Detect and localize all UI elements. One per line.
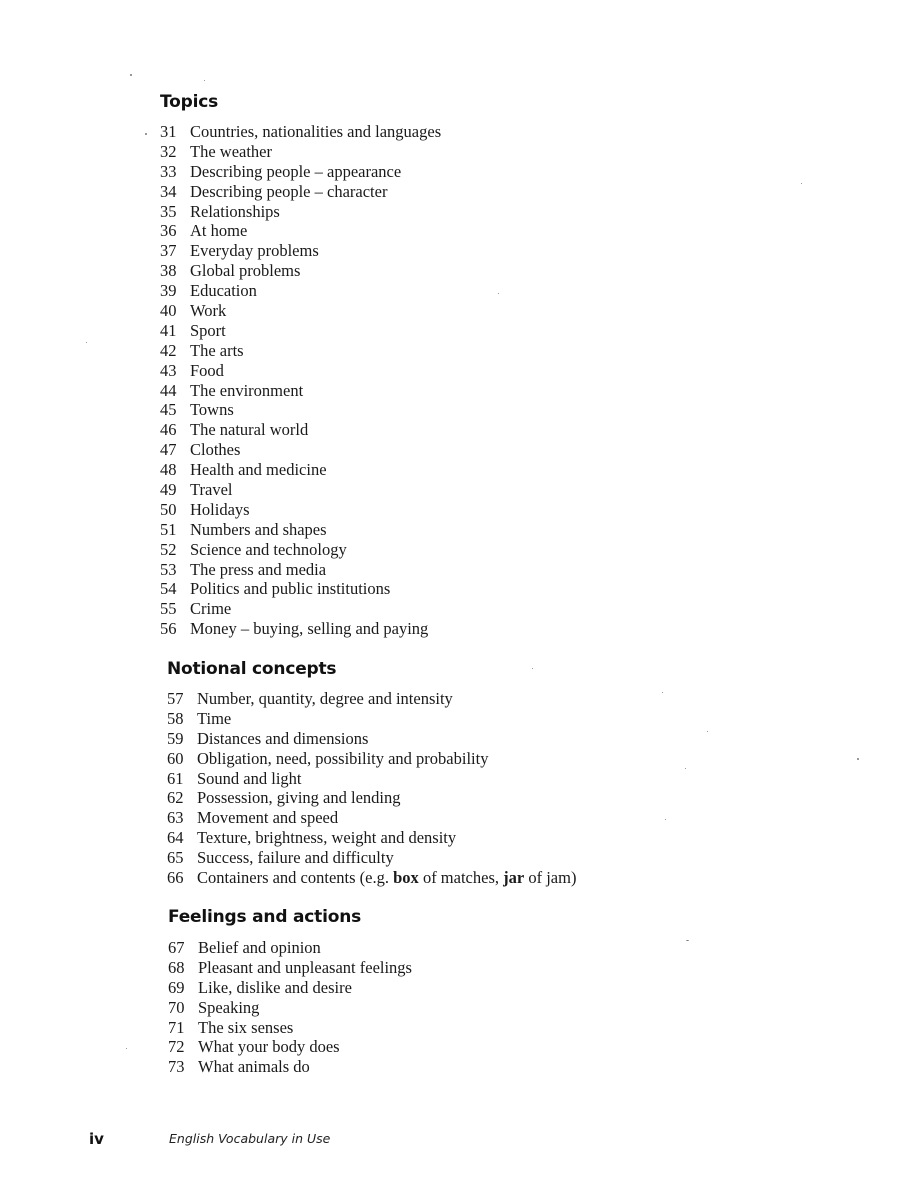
unit-entry: [167, 848, 576, 868]
scan-speck: [532, 668, 533, 669]
unit-number: 56: [160, 619, 177, 639]
unit-entry: [167, 749, 576, 769]
unit-entry: [160, 241, 441, 261]
unit-entry: [160, 361, 441, 381]
unit-entry: [167, 709, 576, 729]
unit-entry: [168, 978, 412, 998]
scan-speck: [857, 758, 859, 760]
unit-number: 59: [167, 728, 184, 748]
unit-number: 47: [160, 440, 177, 460]
unit-entry: [160, 520, 441, 540]
unit-number: 63: [167, 808, 184, 828]
unit-number: 40: [160, 301, 177, 321]
scan-speck: [204, 80, 205, 81]
unit-title-example-word: box: [393, 868, 419, 888]
unit-entry: [160, 182, 441, 202]
section-heading-feelings-and-actions: Feelings and actions: [168, 907, 362, 927]
unit-entry: [160, 321, 441, 341]
unit-title: Money – buying, selling and paying: [190, 619, 429, 639]
unit-title: Sport: [190, 320, 226, 340]
unit-entry: [168, 1057, 412, 1077]
section-heading-notional-concepts: Notional concepts: [167, 659, 337, 679]
unit-number: 45: [160, 400, 177, 420]
unit-title: Science and technology: [190, 539, 347, 559]
unit-entry: [160, 381, 441, 401]
unit-title: Obligation, need, possibility and probability: [197, 748, 489, 768]
unit-number: 42: [160, 340, 177, 360]
unit-entry: [167, 828, 576, 848]
unit-entry: [160, 500, 441, 520]
unit-entry: [167, 769, 576, 789]
unit-title: Possession, giving and lending: [197, 788, 401, 808]
unit-number: 55: [160, 599, 177, 619]
unit-entry: [167, 868, 576, 888]
unit-entry: [160, 420, 441, 440]
unit-title: Towns: [190, 400, 234, 420]
unit-title: Movement and speed: [197, 808, 339, 828]
unit-number: 38: [160, 261, 177, 281]
unit-title: The environment: [190, 380, 304, 400]
unit-title: Pleasant and unpleasant feelings: [198, 957, 412, 977]
unit-number: 44: [160, 380, 177, 400]
unit-title: Number, quantity, degree and intensity: [197, 689, 453, 708]
unit-entry: [160, 560, 441, 580]
unit-number: 50: [160, 499, 177, 519]
scan-speck: [665, 819, 666, 820]
unit-number: 58: [167, 708, 184, 728]
unit-number: 34: [160, 181, 177, 201]
unit-entry: [160, 579, 441, 599]
unit-entry: [160, 400, 441, 420]
unit-title: What your body does: [198, 1037, 340, 1057]
unit-title-part: of matches,: [418, 868, 504, 888]
unit-title: Everyday problems: [190, 241, 319, 261]
unit-title: Belief and opinion: [198, 938, 321, 957]
unit-title: Work: [190, 301, 227, 321]
unit-title: Health and medicine: [190, 460, 327, 480]
unit-title: Sound and light: [197, 768, 302, 788]
unit-title: Success, failure and difficulty: [197, 848, 394, 868]
unit-number: 62: [167, 788, 184, 808]
unit-title-example-word: jar: [503, 868, 525, 888]
unit-title: Clothes: [190, 440, 241, 460]
unit-entry: [160, 480, 441, 500]
unit-number: 35: [160, 201, 177, 221]
unit-number: 64: [167, 828, 184, 848]
running-footer-title: English Vocabulary in Use: [169, 1131, 331, 1146]
unit-title: Speaking: [198, 997, 260, 1017]
unit-title: The arts: [190, 340, 244, 360]
unit-entry: [160, 460, 441, 480]
unit-number: 71: [168, 1017, 185, 1037]
unit-number: 41: [160, 320, 177, 340]
unit-title: What animals do: [198, 1057, 310, 1077]
unit-number: 54: [160, 579, 177, 599]
unit-title: Numbers and shapes: [190, 519, 327, 539]
unit-title: Education: [190, 281, 257, 301]
scan-speck: [801, 183, 802, 184]
unit-number: 46: [160, 420, 177, 440]
unit-number: 31: [160, 122, 177, 141]
unit-entry: [160, 341, 441, 361]
unit-entry: [160, 142, 441, 162]
unit-entry: [160, 122, 441, 142]
unit-title: Describing people – character: [190, 181, 388, 201]
unit-title: Time: [197, 708, 232, 728]
unit-list-topics: [160, 122, 441, 639]
scan-speck: [707, 731, 708, 732]
unit-number: 48: [160, 460, 177, 480]
scan-speck: [686, 940, 689, 941]
unit-entry: [168, 1018, 412, 1038]
scan-speck: [145, 133, 147, 135]
unit-entry: [160, 202, 441, 222]
unit-number: 65: [167, 848, 184, 868]
unit-number: 37: [160, 241, 177, 261]
unit-title: Describing people – appearance: [190, 161, 402, 181]
unit-title: Relationships: [190, 201, 280, 221]
unit-entry: [160, 261, 441, 281]
unit-number: 67: [168, 938, 185, 957]
unit-title-part: of jam): [524, 868, 577, 888]
unit-title: Travel: [190, 480, 233, 500]
unit-number: 33: [160, 161, 177, 181]
unit-number: 70: [168, 997, 185, 1017]
scan-speck: [662, 692, 663, 693]
unit-title: The press and media: [190, 559, 327, 579]
unit-entry: [160, 540, 441, 560]
unit-title: Politics and public institutions: [190, 579, 391, 599]
unit-number: 61: [167, 768, 184, 788]
unit-number: 52: [160, 539, 177, 559]
unit-title: The six senses: [198, 1017, 294, 1037]
unit-number: 57: [167, 689, 184, 708]
unit-entry: [168, 958, 412, 978]
unit-entry: [160, 301, 441, 321]
scan-speck: [86, 342, 87, 343]
unit-number: 72: [168, 1037, 185, 1057]
unit-number: 32: [160, 141, 177, 161]
unit-title: The weather: [190, 141, 272, 161]
unit-title: At home: [190, 221, 248, 241]
unit-title: Countries, nationalities and languages: [190, 122, 442, 141]
unit-entry: [160, 440, 441, 460]
unit-list-notional-concepts: [167, 689, 576, 888]
unit-entry: [168, 998, 412, 1018]
scan-speck: [130, 74, 132, 76]
unit-title: Texture, brightness, weight and density: [197, 828, 457, 848]
unit-title: Like, dislike and desire: [198, 977, 352, 997]
scan-speck: [685, 768, 686, 769]
unit-title: The natural world: [190, 420, 309, 440]
unit-list-feelings-and-actions: [168, 938, 412, 1077]
unit-entry: [167, 729, 576, 749]
unit-title-part: Containers and contents (e.g.: [197, 868, 394, 888]
unit-title: Food: [190, 360, 224, 380]
unit-title: [197, 868, 576, 888]
page-number: iv: [89, 1130, 104, 1148]
unit-title: Global problems: [190, 261, 301, 281]
unit-number: 39: [160, 281, 177, 301]
unit-number: 66: [167, 868, 184, 888]
unit-entry: [167, 689, 576, 709]
unit-entry: [168, 938, 412, 958]
unit-entry: [160, 599, 441, 619]
unit-number: 68: [168, 957, 185, 977]
unit-number: 36: [160, 221, 177, 241]
unit-number: 73: [168, 1057, 185, 1077]
unit-entry: [160, 281, 441, 301]
unit-entry: [160, 221, 441, 241]
unit-number: 49: [160, 480, 177, 500]
unit-title: Holidays: [190, 499, 250, 519]
unit-number: 69: [168, 977, 185, 997]
unit-entry: [168, 1037, 412, 1057]
unit-entry: [160, 619, 441, 639]
unit-number: 43: [160, 360, 177, 380]
unit-title: Crime: [190, 599, 232, 619]
scan-speck: [126, 1048, 127, 1049]
unit-entry: [160, 162, 441, 182]
unit-title: Distances and dimensions: [197, 728, 369, 748]
section-heading-topics: Topics: [160, 92, 219, 112]
unit-entry: [167, 788, 576, 808]
unit-number: 51: [160, 519, 177, 539]
unit-number: 53: [160, 559, 177, 579]
unit-number: 60: [167, 748, 184, 768]
scan-speck: [498, 293, 499, 294]
unit-entry: [167, 808, 576, 828]
